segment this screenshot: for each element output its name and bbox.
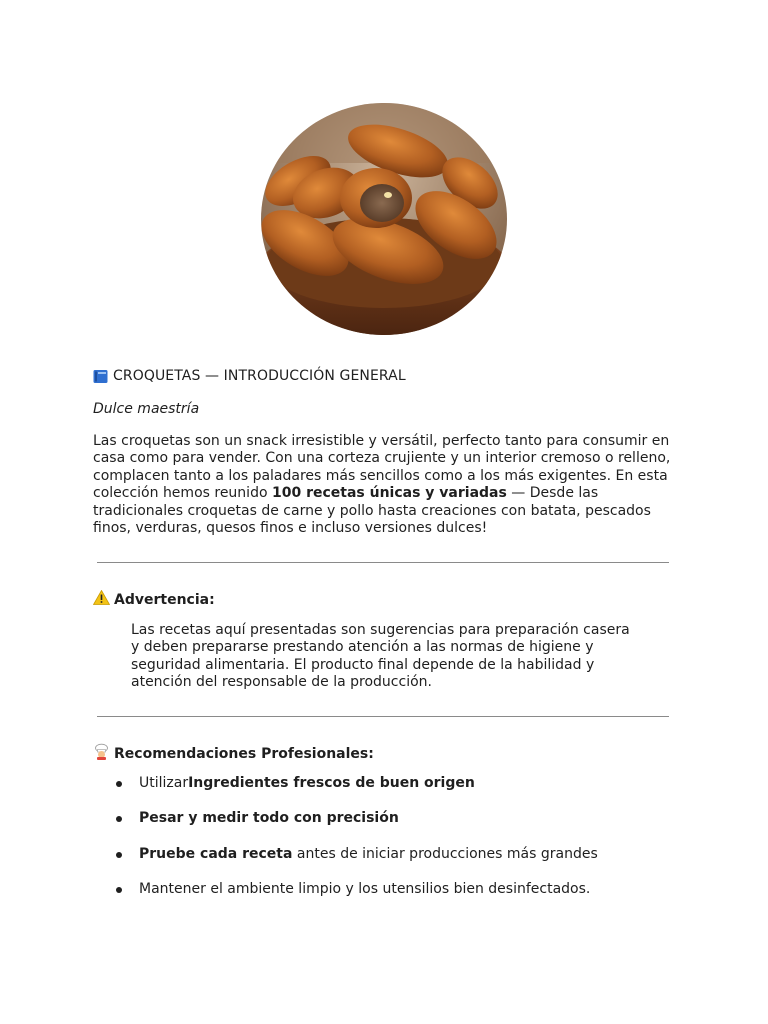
list-item: [116, 881, 598, 916]
list-item-text: Utilizar: [139, 775, 189, 791]
list-item-bold: Pruebe cada receta: [139, 845, 293, 862]
bullet: [116, 781, 122, 787]
list-item: [116, 810, 598, 845]
subtitle: Dulce maestría: [93, 401, 200, 417]
section-title-text: CROQUETAS — INTRODUCCIÓN GENERAL: [113, 368, 406, 384]
divider: [97, 562, 669, 563]
list-item-text: Mantener el ambiente limpio y los utensilios bien desinfectados.: [139, 880, 591, 897]
chef-icon: [93, 743, 110, 764]
bullet: [116, 852, 122, 858]
recommendations-heading: [93, 743, 374, 764]
bullet: [116, 887, 122, 893]
croquetas-photo: [260, 103, 508, 335]
list-item: [116, 775, 598, 810]
intro-highlight: 100 recetas únicas y variadas: [271, 485, 507, 502]
blue-book-icon: [93, 369, 108, 384]
warning-icon: [93, 590, 110, 609]
warning-title: Advertencia:: [114, 591, 215, 608]
list-item-bold: Ingredientes frescos de buen origen: [188, 775, 475, 791]
warning-heading: [93, 590, 215, 609]
recommendations-title: Recomendaciones Profesionales:: [114, 745, 374, 762]
section-title: [93, 368, 406, 384]
recommendations-list: [116, 775, 598, 916]
intro-text-1: Las croquetas son un snack irresistible y versátil, perfecto tanto para consumir en casa como para vender. Con una corteza crujiente y un interior cremoso o relleno, complacen tanto a los paladares más sencillos como a los más exigentes. En esta colección hemos reunido: [93, 433, 671, 502]
bullet: [116, 816, 122, 822]
divider: [97, 716, 669, 717]
list-item-bold: Pesar y medir todo con precisión: [139, 810, 399, 827]
warning-text: Las recetas aquí presentadas son sugerencias para preparación casera y deben prepararse prestando atención a las normas de higiene y seguridad alimentaria. El producto final depende de la habilidad y atención del responsable de la producción.: [131, 622, 630, 691]
intro-paragraph: [93, 433, 683, 537]
list-item-text: antes de iniciar producciones más grandes: [292, 845, 598, 862]
intro-text-2: — Desde las tradicionales croquetas de carne y pollo hasta creaciones con batata, pescados finos, verduras, quesos finos e incluso versiones dulces!: [93, 485, 651, 537]
list-item: [116, 846, 598, 881]
